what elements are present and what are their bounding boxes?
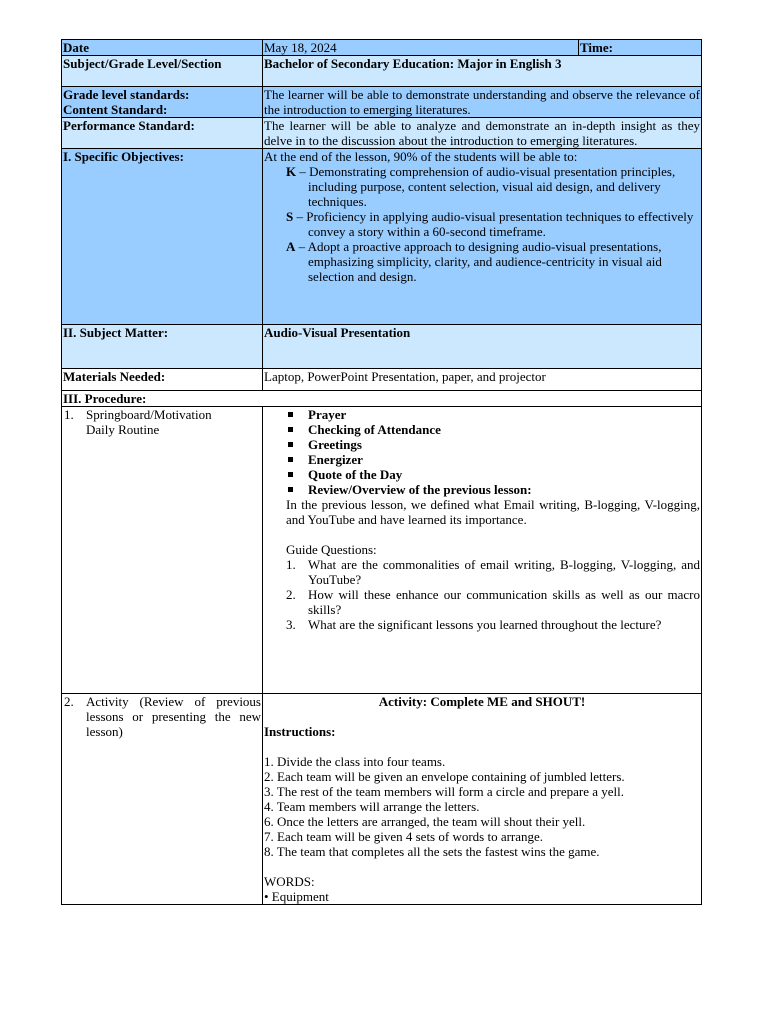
instruction-item: 2. Each team will be given an envelope containing of jumbled letters. bbox=[264, 769, 625, 784]
grade-standards-value: The learner will be able to demonstrate understanding and observe the relevance of the introduction to emerging literatures. bbox=[264, 87, 700, 117]
date-label: Date bbox=[62, 40, 263, 56]
list-item: Checking of Attendance bbox=[286, 422, 700, 437]
routine-list bbox=[264, 407, 700, 497]
step-2-number: 2. bbox=[64, 694, 74, 709]
grade-level-standards-label: Grade level standards: bbox=[63, 87, 190, 102]
list-item: Prayer bbox=[286, 407, 700, 422]
performance-value: The learner will be able to analyze and demonstrate an in-depth insight as they delve in to the discussion about the introduction to emerging literatures. bbox=[264, 118, 700, 148]
review-text: In the previous lesson, we defined what Email writing, B-logging, V-logging, and YouTube and have learned its importance. bbox=[286, 497, 700, 527]
list-item: Quote of the Day bbox=[286, 467, 700, 482]
objectives-list bbox=[264, 164, 700, 284]
words-label: WORDS: bbox=[264, 874, 315, 889]
list-item: 1. What are the commonalities of email writing, B-logging, V-logging, and YouTube? bbox=[286, 557, 700, 587]
subject-row bbox=[62, 56, 702, 87]
step-2-label bbox=[62, 694, 263, 905]
objective-skill: S – Proficiency in applying audio-visual presentation techniques to effectively convey a story within a 60-second timeframe. bbox=[286, 209, 694, 239]
list-item: Greetings bbox=[286, 437, 700, 452]
instruction-item: 8. The team that completes all the sets the fastest wins the game. bbox=[264, 844, 600, 859]
list-item: Review/Overview of the previous lesson: bbox=[286, 482, 700, 497]
instruction-item: 1. Divide the class into four teams. bbox=[264, 754, 446, 769]
guide-questions-label: Guide Questions: bbox=[286, 542, 377, 557]
instructions-label: Instructions: bbox=[264, 724, 336, 739]
grade-standards-label bbox=[62, 87, 263, 118]
lesson-plan-table bbox=[61, 39, 701, 905]
time-label: Time: bbox=[579, 40, 702, 56]
instruction-item: 6. Once the letters are arranged, the team will shout their yell. bbox=[264, 814, 586, 829]
activity-label: Activity (Review of previous lessons or presenting the new lesson) bbox=[86, 694, 261, 739]
performance-label: Performance Standard: bbox=[62, 118, 263, 149]
performance-row bbox=[62, 118, 702, 149]
procedure-label: III. Procedure: bbox=[62, 391, 702, 407]
word-item: • Equipment bbox=[264, 889, 329, 904]
instruction-item: 4. Team members will arrange the letters. bbox=[264, 799, 480, 814]
grade-standards-row bbox=[62, 87, 702, 118]
guide-questions-list bbox=[264, 557, 700, 632]
activity-title: Activity: Complete ME and SHOUT! bbox=[378, 694, 586, 709]
date-value: May 18, 2024 bbox=[263, 40, 579, 56]
list-item: 3. What are the significant lessons you learned throughout the lecture? bbox=[286, 617, 662, 632]
objective-attitude: A – Adopt a proactive approach to designing audio-visual presentations, emphasizing simplicity, clarity, and audience-centricity in visual aid selection and design. bbox=[286, 239, 662, 284]
objectives-content bbox=[263, 149, 702, 325]
content-standard-label: Content Standard: bbox=[63, 102, 168, 117]
objectives-intro: At the end of the lesson, 90% of the students will be able to: bbox=[264, 149, 578, 164]
objectives-label: I. Specific Objectives: bbox=[62, 149, 263, 325]
date-row bbox=[62, 40, 702, 56]
subject-matter-value: Audio-Visual Presentation bbox=[263, 325, 702, 369]
objective-knowledge: K – Demonstrating comprehension of audio-visual presentation principles, including purpose, content selection, visual aid design, and delivery techniques. bbox=[286, 164, 676, 209]
materials-row bbox=[62, 369, 702, 391]
step-1-label bbox=[62, 407, 263, 694]
materials-value: Laptop, PowerPoint Presentation, paper, and projector bbox=[263, 369, 702, 391]
procedure-header-row bbox=[62, 391, 702, 407]
daily-routine-label: Daily Routine bbox=[86, 422, 160, 437]
instruction-item: 3. The rest of the team members will form a circle and prepare a yell. bbox=[264, 784, 625, 799]
materials-label: Materials Needed: bbox=[62, 369, 263, 391]
subject-matter-label: II. Subject Matter: bbox=[62, 325, 263, 369]
subject-label: Subject/Grade Level/Section bbox=[62, 56, 263, 87]
springboard-label: Springboard/Motivation bbox=[86, 407, 212, 422]
objectives-row bbox=[62, 149, 702, 325]
step-2-content bbox=[263, 694, 702, 905]
list-item: 2. How will these enhance our communication skills as well as our macro skills? bbox=[286, 587, 700, 617]
procedure-step-2-row bbox=[62, 694, 702, 905]
list-item: Energizer bbox=[286, 452, 700, 467]
instruction-item: 7. Each team will be given 4 sets of words to arrange. bbox=[264, 829, 544, 844]
step-1-content bbox=[263, 407, 702, 694]
subject-value: Bachelor of Secondary Education: Major in English 3 bbox=[263, 56, 702, 87]
subject-matter-row bbox=[62, 325, 702, 369]
step-1-number: 1. bbox=[64, 407, 74, 422]
procedure-step-1-row bbox=[62, 407, 702, 694]
